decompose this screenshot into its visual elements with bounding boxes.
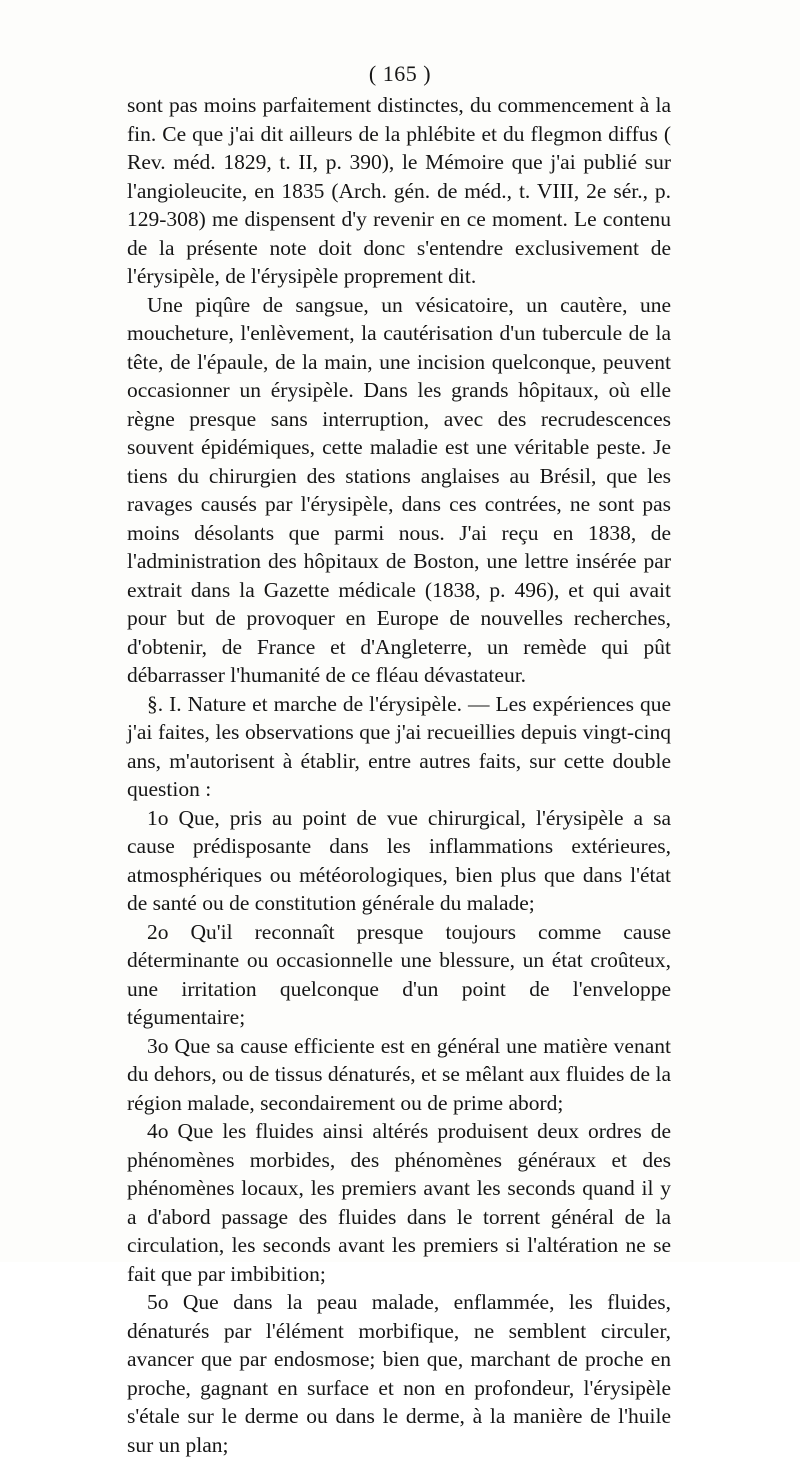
- list-item-3: 3o Que sa cause efficiente est en général une matière venant du dehors, ou de tissus dénaturés, et se mêlant aux fluides de la région malade, secondairement ou de prime abord;: [127, 1033, 671, 1115]
- page-number: ( 165 ): [368, 61, 432, 86]
- list-item-1: 1o Que, pris au point de vue chirurgical, l'érysipèle a sa cause prédisposante dans les inflammations extérieures, atmosphériques ou météorologiques, bien plus que dans l'état de santé ou de constitution générale du malade;: [127, 805, 671, 915]
- paragraph-erysipele-causes: Une piqûre de sangsue, un vésicatoire, un cautère, une moucheture, l'enlèvement, la cautérisation d'un tubercule de la tête, de l'épaule, de la main, une incision quelconque, peuvent occasionner un érysipèle. Dans les grands hôpitaux, où elle règne presque sans interruption, avec des recrudescences souvent épidémiques, cette maladie est une véritable peste. Je tiens du chirurgien des stations anglaises au Brésil, que les ravages causés par l'érysipèle, dans ces contrées, ne sont pas moins désolants que parmi nous. J'ai reçu en 1838, de l'administration des hôpitaux de Boston, une lettre insérée par extrait dans la Gazette médicale (1838, p. 496), et qui avait pour but de provoquer en Europe de nouvelles recherches, d'obtenir, de France et d'Angleterre, un remède qui pût débarrasser l'humanité de ce fléau dévastateur.: [127, 292, 671, 687]
- list-item-4: 4o Que les fluides ainsi altérés produisent deux ordres de phénomènes morbides, des phénomènes généraux et des phénomènes locaux, les premiers avant les seconds quand il y a d'abord passage des fluides dans le torrent général de la circulation, les seconds avant les premiers si l'altération ne se fait que par imbibition;: [127, 1119, 671, 1286]
- list-item-2: 2o Qu'il reconnaît presque toujours comme cause déterminante ou occasionnelle une blessure, un état croûteux, une irritation quelconque d'un point de l'enveloppe tégumentaire;: [127, 919, 671, 1029]
- body-text: [127, 91, 671, 1459]
- paragraph-continuation: sont pas moins parfaitement distinctes, du commencement à la fin. Ce que j'ai dit ailleurs de la phlébite et du flegmon diffus ( Rev. méd. 1829, t. II, p. 390), le Mémoire que j'ai publié sur l'angioleucite, en 1835 (Arch. gén. de méd., t. VIII, 2e sér., p. 129-308) me dispensent d'y revenir en ce moment. Le contenu de la présente note doit donc s'entendre exclusivement de l'érysipèle, de l'érysipèle proprement dit.: [127, 93, 671, 288]
- list-item-5: 5o Que dans la peau malade, enflammée, les fluides, dénaturés par l'élément morbifique, ne semblent circuler, avancer que par endosmose; bien que, marchant de proche en proche, gagnant en surface et non en profondeur, l'érysipèle s'étale sur le derme ou dans le derme, à la manière de l'huile sur un plan;: [127, 1290, 671, 1457]
- section-heading-paragraph: §. I. Nature et marche de l'érysipèle. — Les expériences que j'ai faites, les observations que j'ai recueillies depuis vingt-cinq ans, m'autorisent à établir, entre autres faits, sur cette double question :: [127, 691, 671, 801]
